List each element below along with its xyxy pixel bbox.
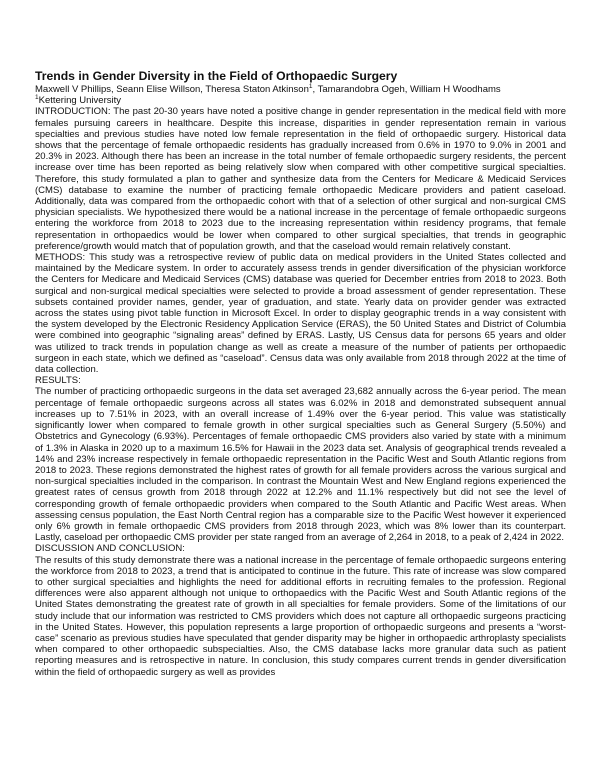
methods-heading: METHODS: bbox=[35, 252, 86, 264]
abstract-page bbox=[35, 69, 566, 678]
affiliation-marker: 1 bbox=[35, 94, 39, 102]
methods-section bbox=[35, 252, 566, 375]
introduction-section bbox=[35, 106, 566, 252]
affiliation-name: Kettering University bbox=[38, 95, 121, 107]
paper-title: Trends in Gender Diversity in the Field of Orthopaedic Surgery bbox=[35, 69, 398, 83]
methods-text: This study was a retrospective review of public data on medical providers in the United States collected and maintained by the Medicare system. In order to accurately assess trends in gender diversification of the physician workforce the Centers for Medicare and Medicaid Services (CMS) database was queried for December entries from 2018 to 2023. Both surgical and non-surgical medical specialties were selected to provide a broad assessment of gender representation. These subsets contained provider names, gender, year of graduation, and state. Yearly data on provider gender was extracted across the states using pivot table function in Microsoft Excel. In order to display geographic trends in a way consistent with the system developed by the Electronic Residency Application Service (ERAS), the 50 United States and District of Columbia were combined into geographic “signaling areas” defined by ERAS. Lastly, US Census data for persons 65 years and older was utilized to track trends in population change as well as create a measure of the number of patients per orthopaedic surgeon in each state, which we defined as “caseload”. Census data was only available from 2018 through 2022 at the time of data collection. bbox=[35, 252, 566, 376]
author-affiliation-marker: 1 bbox=[308, 82, 313, 90]
results-text: The number of practicing orthopaedic surgeons in the data set averaged 23,682 annually across the 6-year period. The mean percentage of female orthopaedic surgeons across all states was 6.02% in 2018 and demonstrated subsequent annual increases up to 7.51% in 2023, with an overall increase of 1.49% over the 6-year period. This value was statistically significantly lower when compared to female growth in other surgical specialties such as General Surgery (5.50%) and Obstetrics and Gynecology (6.93%). Percentages of female orthopaedic CMS providers also varied by state with a minimum of 1.3% in Alaska in 2020 up to a maximum 16.5% for Hawaii in the 2023 data set. Analysis of geographical trends revealed a 14% and 23% increase respectively in female orthopaedic representation in the Pacific West and South Atlantic regions from 2018 to 2023. These regions demonstrated the highest rates of growth for all female providers across the various surgical and non-surgical specialties included in the comparison. In contrast the Mountain West and New England regions experienced the greatest rates of census growth from 2018 through 2022 at 12.2% and 11.1% respectively but did not see the level of corresponding growth of female orthopaedic providers when compared to the South Atlantic and Pacific West areas. When assessing census population, the East North Central region has a comparable size to the Pacific West however it experienced only 6% growth in female orthopaedic CMS providers from 2018 through 2023, which was 8% lower than its counterpart. Lastly, caseload per orthopaedic CMS provider per state ranged from an average of 2,264 in 2018, to a peak of 2,424 in 2022. bbox=[35, 386, 566, 544]
authors-part-1: Maxwell V Phillips, Seann Elise Willson, Theresa Staton Atkinson bbox=[35, 84, 309, 95]
introduction-heading: INTRODUCTION: bbox=[35, 106, 111, 118]
introduction-text: The past 20-30 years have noted a positive change in gender representation in the medical field with more females pursuing careers in healthcare. Despite this increase, disparities in gender representation remain in various specialties and previous studies have noted low female representation in the field of orthopaedic surgery. Historical data shows that the percentage of female orthopaedic residents has gradually increased from 0.6% in 1970 to 9.0% in 2001 and 20.3% in 2023. Although there has been an increase in the total number of female orthopaedic surgery residents, the percent increase over time has been reported as being relatively slow when compared with other competitive surgical specialties. Therefore, this study formulated a plan to gather and synthesize data from the Centers for Medicare & Medicaid Services (CMS) database to examine the number of practicing female orthopaedic Medicare providers and patient caseload. Additionally, data was compared from the orthopaedic cohort with that of a selection of other surgical and non-surgical CMS physician specialists. We hypothesized there would be a national increase in the percentage of female orthopaedic surgeons entering the workforce from 2018 to 2023 due to the increasing representation within residency programs, that female representation in orthopaedics would be lower when compared to other surgical specialties, that trends in geographic preference/growth would match that of population growth, and that the caseload would remain relatively constant. bbox=[35, 106, 566, 252]
discussion-heading: DISCUSSION AND CONCLUSION: bbox=[35, 543, 185, 555]
affiliation bbox=[35, 95, 566, 106]
author-list bbox=[35, 84, 566, 95]
discussion-text: The results of this study demonstrate there was a national increase in the percentage of female orthopaedic surgeons entering the workforce from 2018 to 2023, a trend that is anticipated to continue in the future. This rate of increase was slow compared to other surgical specialties and highlights the need for additional efforts in recruiting females to the profession. Regional differences were also apparent although not unique to orthopaedics with the Pacific West and South Atlantic regions of the United States demonstrating the greatest rate of growth in all specialties for female providers. Some of the limitations of our study include that our information was restricted to CMS providers which does not capture all orthopaedic surgeons practicing in the United States. However, this population represents a large proportion of orthopaedic surgeons and presents a “worst-case” scenario as previous studies have speculated that gender disparity may be higher in orthopaedic arthroplasty specialists when compared to other orthopaedic subspecialties. Also, the CMS database lacks more granular data such as patient reporting measures and is retrospective in nature. In conclusion, this study compares current trends in gender diversification within the field of orthopaedic surgery as well as provides bbox=[35, 554, 566, 678]
results-heading: RESULTS: bbox=[35, 375, 81, 387]
authors-part-2: , Tamarandobra Ogeh, William H Woodhams bbox=[312, 84, 501, 95]
